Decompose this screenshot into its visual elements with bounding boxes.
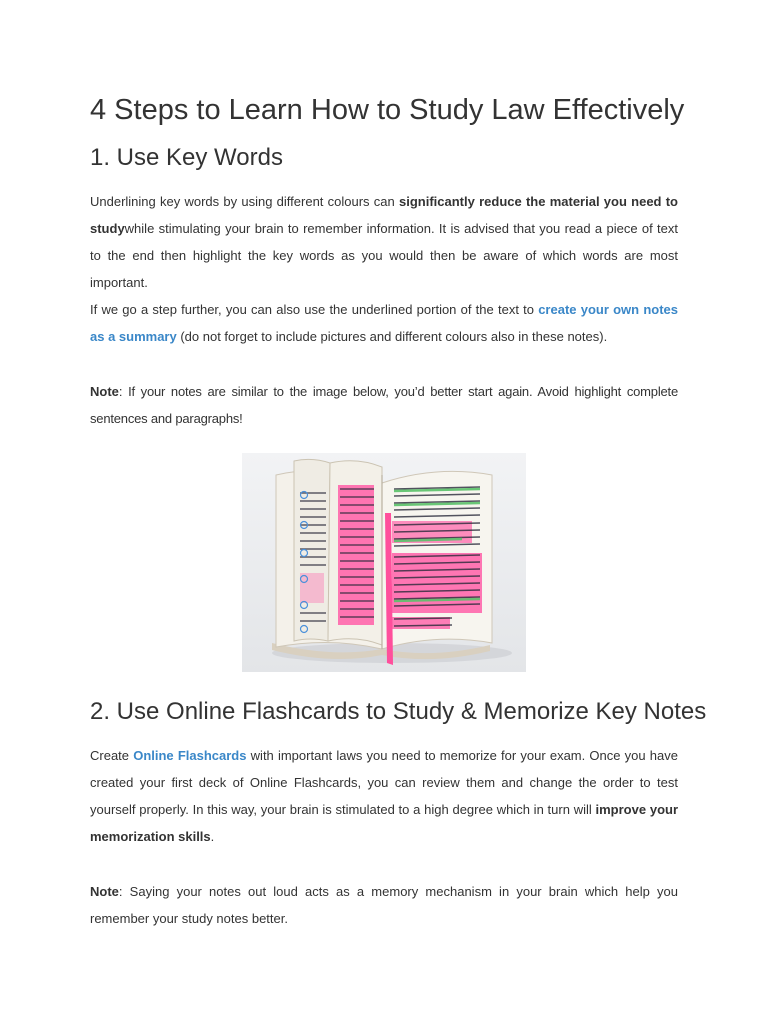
paragraph-key-words <box>90 188 678 296</box>
text: . <box>210 829 215 844</box>
section-heading-key-words: 1. Use Key Words <box>90 144 283 171</box>
online-flashcards-link[interactable]: Online Flashcards <box>133 748 247 763</box>
bold-text: significantly reduce the material you need to study <box>90 194 678 236</box>
text: If we go a step further, you can also use the underlined portion of the text to <box>90 302 539 317</box>
paragraph-flashcards <box>90 742 678 850</box>
bold-text: improve your memorization skills <box>90 802 679 844</box>
note-label: Note <box>90 384 119 399</box>
text: (do not forget to include pictures and different colours also in these notes). <box>176 329 608 344</box>
create-notes-link[interactable]: create your own notes as a summary <box>90 302 678 344</box>
paragraph-note-1 <box>90 378 678 432</box>
page-title: 4 Steps to Learn How to Study Law Effectively <box>90 94 685 126</box>
paragraph-note-2 <box>90 878 678 932</box>
text: : If your notes are similar to the image below, you’d better start again. Avoid highlight complete sentences and paragraphs! <box>90 384 678 426</box>
text: with important laws you need to memorize for your exam. Once you have created your first deck of Online Flashcards, you can review them and change the order to test yourself properly. In this way, your brain is stimulated to a high degree which in turn will <box>90 748 679 817</box>
text: while stimulating your brain to remember information. It is advised that you read a piece of text to the end then highlight the key words as you would then be aware of which words are most important. <box>90 221 678 290</box>
highlighted-book-image <box>242 453 526 672</box>
text: Create <box>90 748 134 763</box>
paragraph-summary <box>90 296 678 350</box>
text: : Saying your notes out loud acts as a memory mechanism in your brain which help you remember your study notes better. <box>90 884 678 926</box>
text: Underlining key words by using different colours can <box>90 194 399 209</box>
note-label: Note <box>90 884 119 899</box>
section-heading-flashcards: 2. Use Online Flashcards to Study & Memorize Key Notes <box>90 698 707 725</box>
